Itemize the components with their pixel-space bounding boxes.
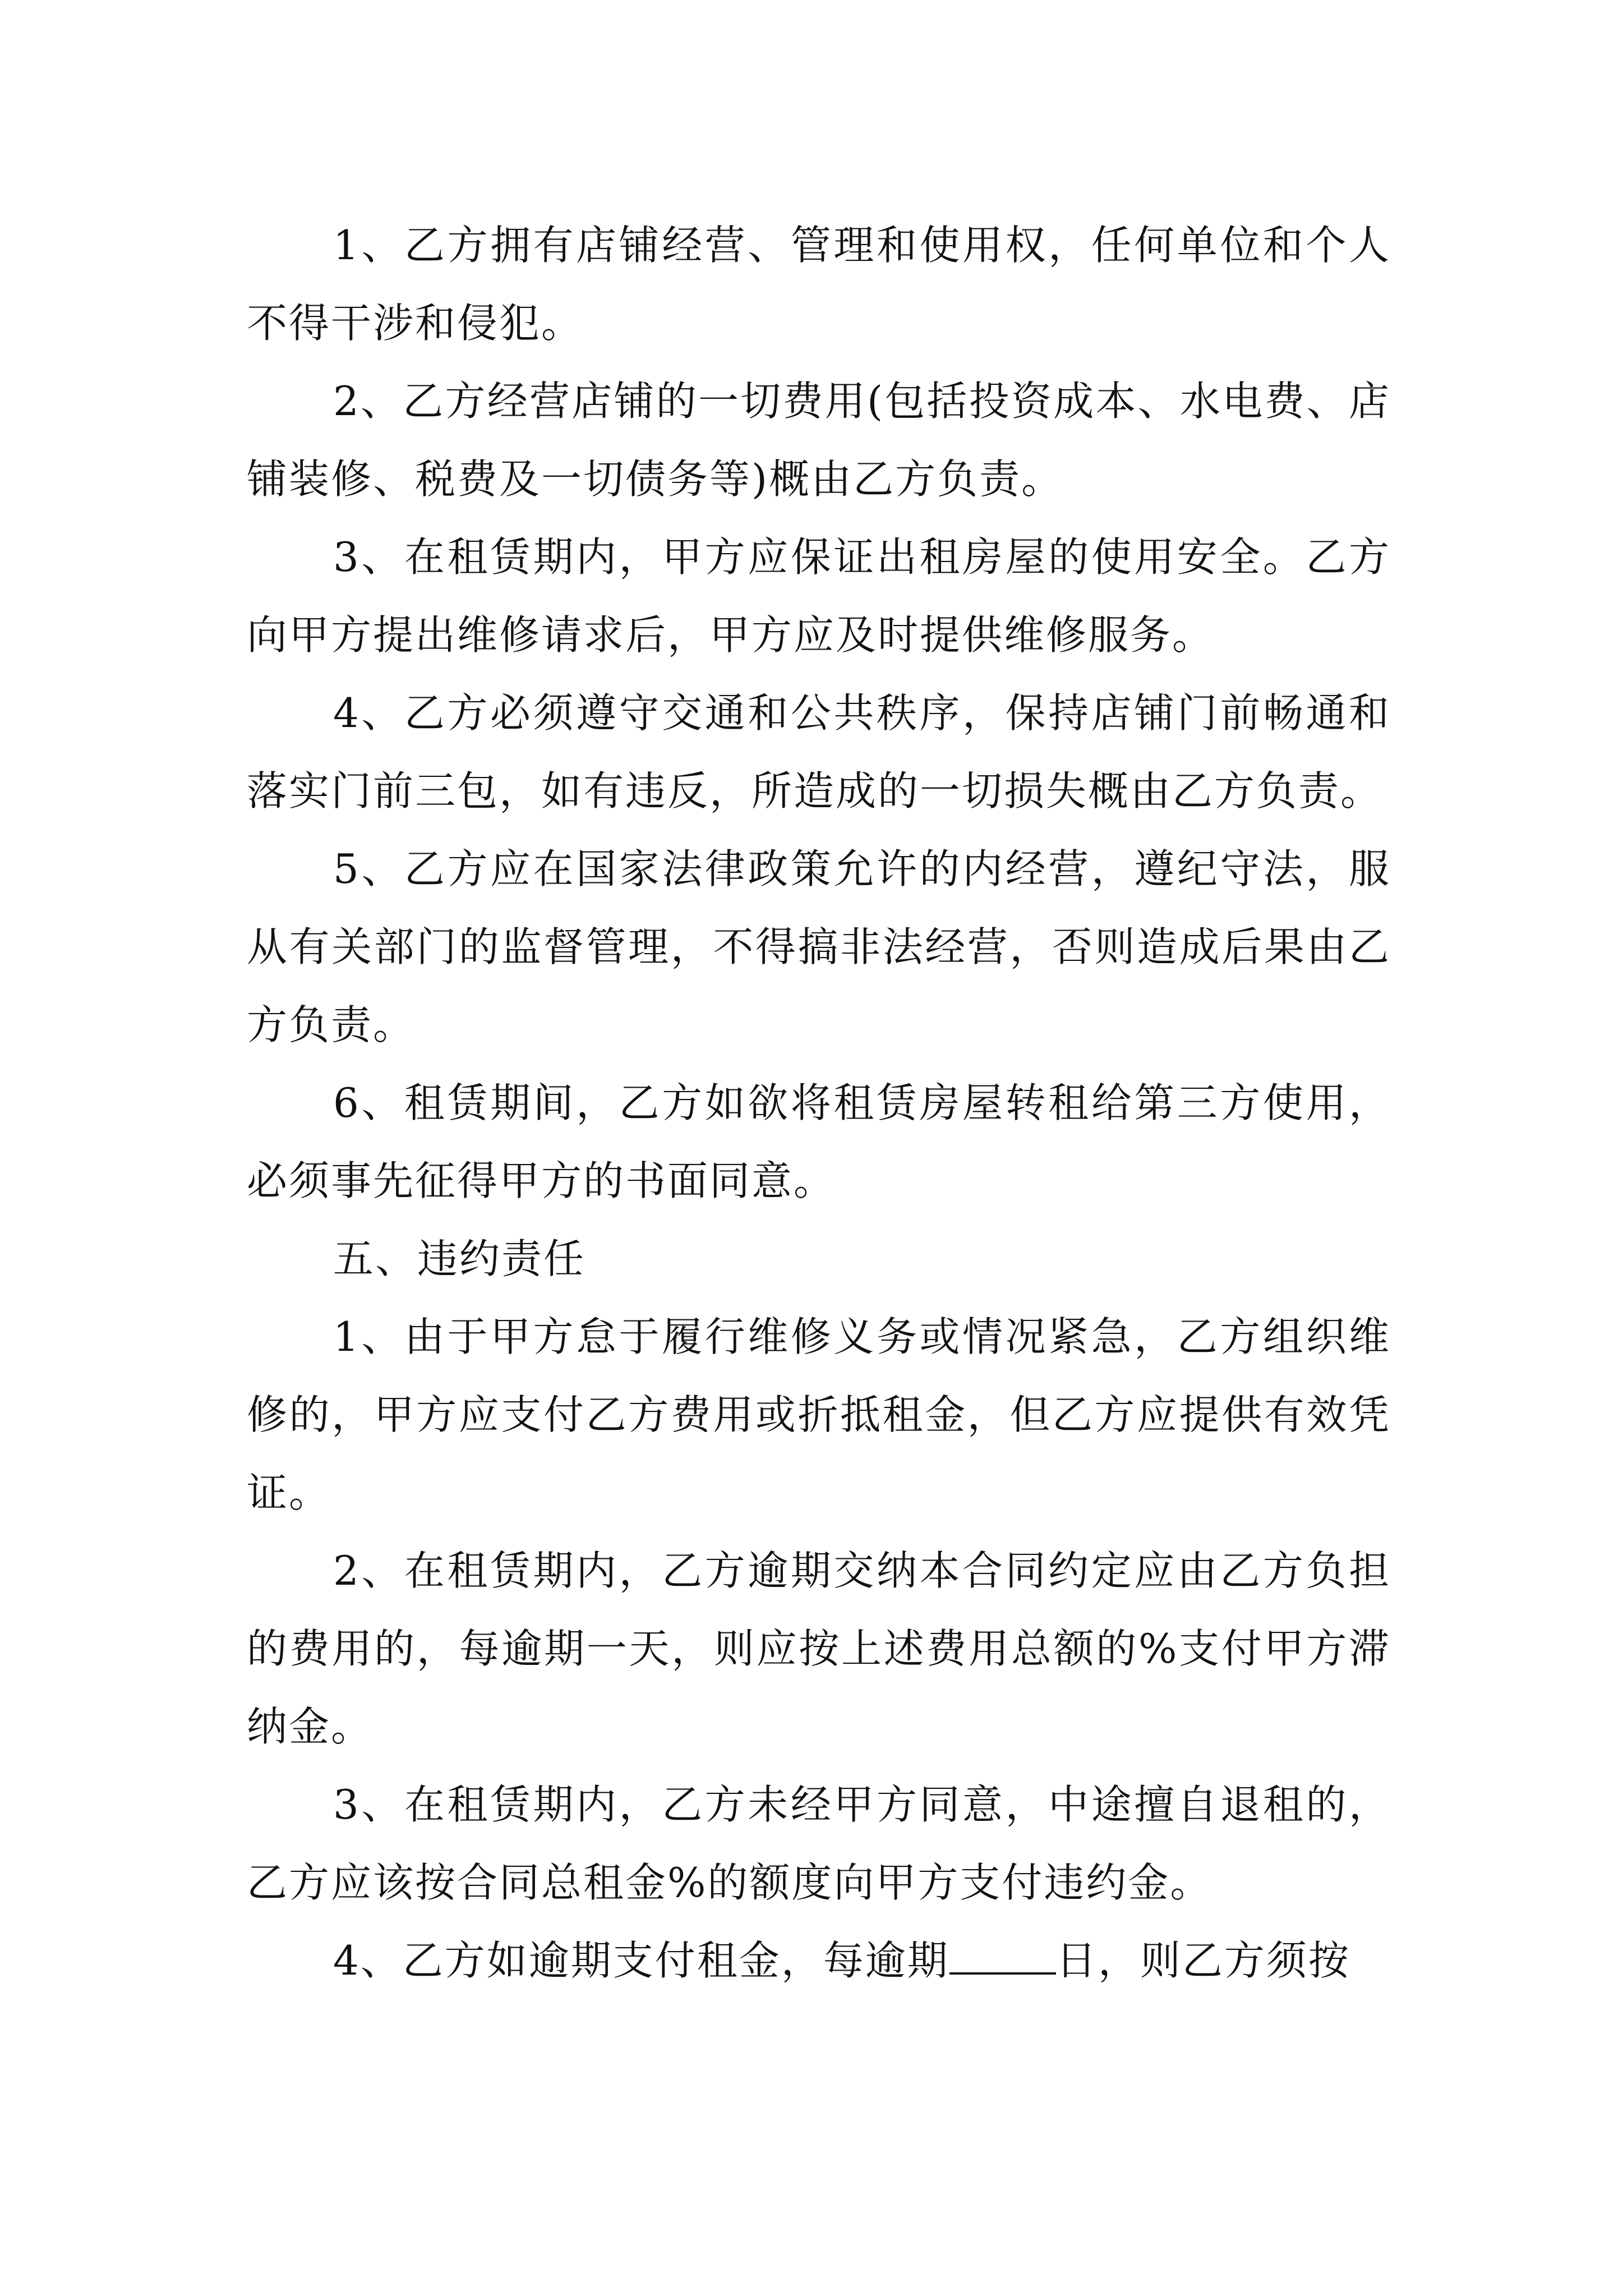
breach-paragraph-2: 2、在租赁期内，乙方逾期交纳本合同约定应由乙方负担的费用的，每逾期一天，则应按上述费用总额的%支付甲方滞纳金。 xyxy=(247,1547,1391,1750)
clause-paragraph-2: 2、乙方经营店铺的一切费用(包括投资成本、水电费、店铺装修、税费及一切债务等)概由乙方负责。 xyxy=(247,378,1391,503)
breach-paragraph-3: 3、在租赁期内，乙方未经甲方同意，中途擅自退租的，乙方应该按合同总租金%的额度向甲方支付违约金。 xyxy=(247,1781,1391,1906)
clause-paragraph-4: 4、乙方必须遵守交通和公共秩序，保持店铺门前畅通和落实门前三包，如有违反，所造成的一切损失概由乙方负责。 xyxy=(247,689,1391,815)
section-heading-breach-liability: 五、违约责任 xyxy=(333,1235,586,1282)
document-body xyxy=(247,206,1391,2000)
clause-paragraph-6: 6、租赁期间，乙方如欲将租赁房屋转租给第三方使用，必须事先征得甲方的书面同意。 xyxy=(247,1079,1391,1204)
clause-paragraph-5: 5、乙方应在国家法律政策允许的内经营，遵纪守法，服从有关部门的监督管理，不得搞非法经营，否则造成后果由乙方负责。 xyxy=(247,845,1391,1048)
breach-paragraph-4-text-before: 4、乙方如逾期支付租金，每逾期 xyxy=(333,1937,949,1984)
clause-paragraph-3: 3、在租赁期内，甲方应保证出租房屋的使用安全。乙方向甲方提出维修请求后，甲方应及时提供维修服务。 xyxy=(247,533,1391,659)
breach-paragraph-4 xyxy=(247,1922,1391,2000)
clause-paragraph-1: 1、乙方拥有店铺经营、管理和使用权，任何单位和个人不得干涉和侵犯。 xyxy=(247,222,1391,347)
fill-in-blank-days xyxy=(949,1938,1056,1975)
breach-paragraph-4-text-after: 日，则乙方须按 xyxy=(1055,1937,1350,1984)
breach-paragraph-1: 1、由于甲方怠于履行维修义务或情况紧急，乙方组织维修的，甲方应支付乙方费用或折抵租金，但乙方应提供有效凭证。 xyxy=(247,1313,1391,1516)
